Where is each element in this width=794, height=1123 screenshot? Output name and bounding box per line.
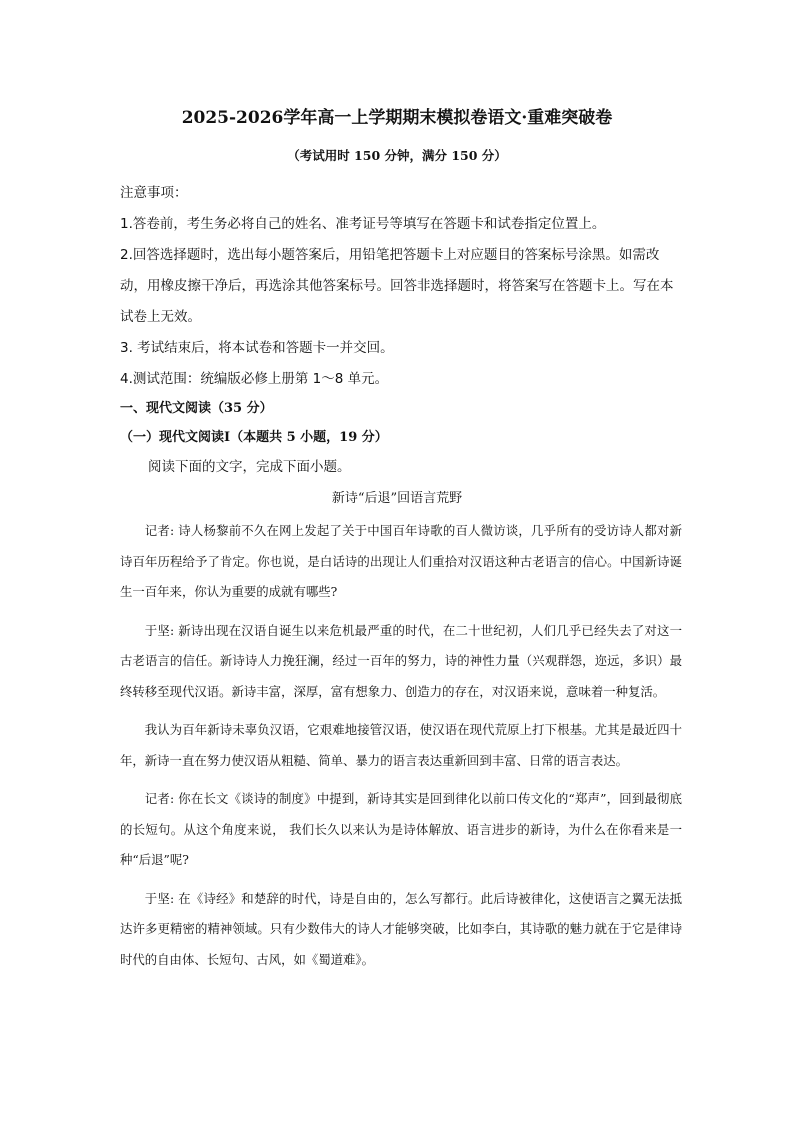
exam-title: 2025-2026学年高一上学期期末模拟卷语文·重难突破卷 <box>181 108 613 128</box>
note-item-1: 1.答卷前，考生务必将自己的姓名、准考证号等填写在答题卡和试卷指定位置上。 <box>120 216 606 232</box>
exam-subtitle: （考试用时 150 分钟，满分 150 分） <box>287 148 507 163</box>
article-paragraph-5: 于坚: 在《诗经》和楚辞的时代，诗是自由的，怎么写都行。此后诗被律化，这使语言之翼无法抵达许多更精密的精神领域。只有少数伟大的诗人才能够突破，比如李白，其诗歌的魅力就在于它是律诗时代的自由体、长短句、古风，如《蜀道难》。 <box>120 890 682 967</box>
article-paragraph-2: 于坚: 新诗出现在汉语自诞生以来危机最严重的时代，在二十世纪初，人们几乎已经失去了对这一古老语言的信任。新诗诗人力挽狂澜，经过一百年的努力，诗的神性力量（兴观群怨，迩远，多识）最终转移至现代汉语。新诗丰富，深厚，富有想象力、创造力的存在，对汉语来说，意味着一种复活。 <box>120 622 682 699</box>
note-item-4: 4.测试范围：统编版必修上册第 1～8 单元。 <box>120 371 389 387</box>
article-paragraph-3: 我认为百年新诗未辜负汉语，它艰难地接管汉语，使汉语在现代荒原上打下根基。尤其是最近四十年，新诗一直在努力使汉语从粗糙、简单、暴力的语言表达重新回到丰富、日常的语言表达。 <box>120 722 682 768</box>
section-heading-part1: 一、现代文阅读（35 分） <box>120 401 273 416</box>
article-paragraph-1: 记者: 诗人杨黎前不久在网上发起了关于中国百年诗歌的百人微访谈，几乎所有的受访诗人都对新诗百年历程给予了肯定。你也说，是白话诗的出现让人们重拾对汉语这种古老语言的信心。中国新诗诞生一百年来，你认为重要的成就有哪些? <box>120 523 682 599</box>
article-title: 新诗“后退”回语言荒野 <box>331 491 463 506</box>
article-body <box>120 516 682 983</box>
notes-block <box>120 178 680 395</box>
notes-heading: 注意事项： <box>120 185 188 201</box>
note-item-3: 3. 考试结束后，将本试卷和答题卡一并交回。 <box>120 340 394 356</box>
article-paragraph-4: 记者: 你在长文《谈诗的制度》中提到，新诗其实是回到律化以前口传文化的“郑声”，回到最彻底的长短句。从这个角度来说， 我们长久以来认为是诗体解放、语言进步的新诗，为什么在你看来是一种“后退”呢? <box>120 791 682 867</box>
section-heading-part1-1: （一）现代文阅读Ⅰ（本题共 5 小题，19 分） <box>120 430 388 445</box>
reading-instruction: 阅读下面的文字，完成下面小题。 <box>148 459 351 475</box>
note-item-2: 2.回答选择题时，选出每小题答案后，用铅笔把答题卡上对应题目的答案标号涂黑。如需改动，用橡皮擦干净后，再选涂其他答案标号。回答非选择题时，将答案写在答题卡上。写在本试卷上无效。 <box>120 247 674 325</box>
